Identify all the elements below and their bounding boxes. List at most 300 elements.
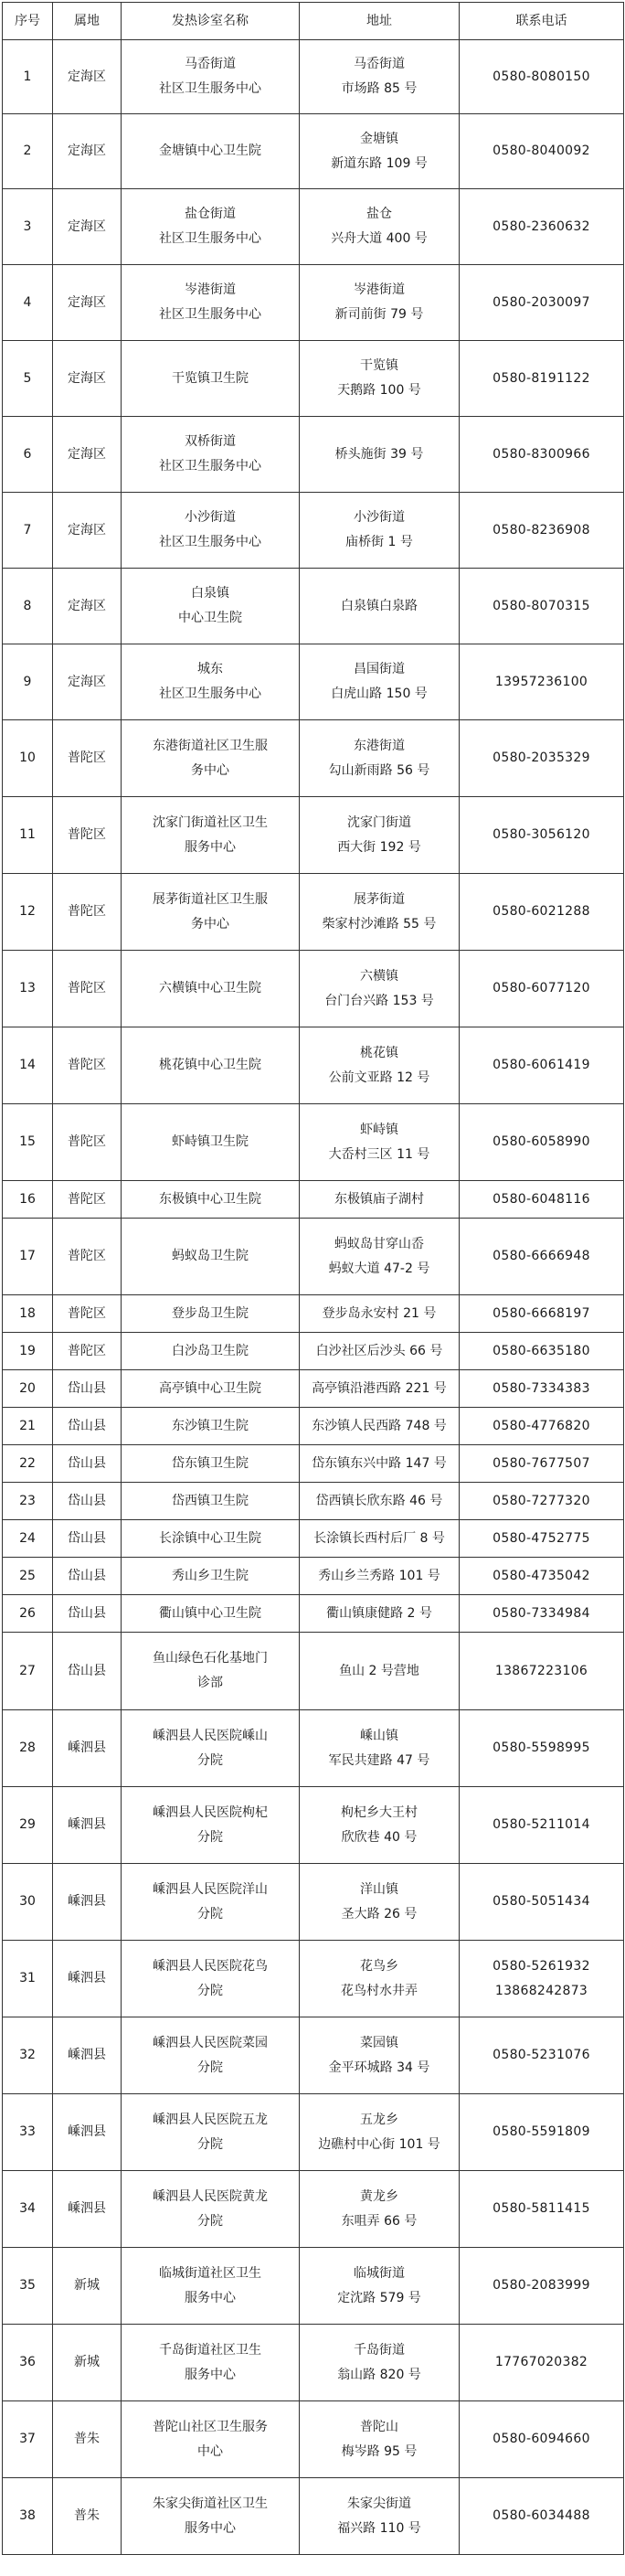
cell-clinic-name-line: 东极镇中心卫生院: [159, 1191, 261, 1207]
cell-phone-line: 0580-5811415: [493, 2201, 590, 2216]
cell-address-line: 东咀弄 66 号: [341, 2213, 418, 2229]
cell-clinic-name: [122, 417, 300, 493]
cell-phone-line: 0580-4776820: [493, 1418, 590, 1433]
cell-area: 普陀区: [53, 1295, 122, 1333]
table-row: [3, 2017, 624, 2094]
cell-clinic-name-line: 社区卫生服务中心: [159, 535, 261, 549]
cell-phone-line: 17767020382: [494, 2355, 588, 2369]
cell-area: 普陀区: [53, 1219, 122, 1295]
cell-phone-line: 0580-5211014: [493, 1817, 590, 1832]
cell-area: 岱山县: [53, 1633, 122, 1710]
cell-seq: 13: [3, 951, 53, 1027]
cell-address-line: 黄龙乡: [360, 2188, 398, 2204]
cell-seq: 37: [3, 2401, 53, 2478]
cell-phone: [460, 569, 624, 644]
cell-clinic-name: [122, 720, 300, 797]
cell-clinic-name-line: 服务中心: [185, 2520, 236, 2536]
cell-clinic-name-line: 分院: [197, 2060, 223, 2075]
cell-clinic-name: [122, 1219, 300, 1295]
cell-address-line: 蚂蚁岛甘穿山岙: [334, 1236, 424, 1251]
cell-clinic-name-line: 嵊泗县人民医院五龙: [153, 2112, 268, 2127]
cell-phone-line: 0580-5231076: [493, 2048, 590, 2062]
table-row: [3, 1370, 624, 1408]
cell-address-line: 昌国街道: [354, 662, 405, 676]
cell-area: 普陀区: [53, 797, 122, 874]
cell-phone: [460, 1787, 624, 1864]
cell-phone: [460, 1333, 624, 1370]
cell-phone-line: 0580-5591809: [493, 2124, 590, 2139]
cell-address: [300, 341, 460, 417]
cell-area: 嵊泗县: [53, 2017, 122, 2094]
cell-address: [300, 1595, 460, 1633]
cell-phone-line: 0580-5261932: [493, 1958, 590, 1974]
cell-address-line: 白虎山路 150 号: [331, 687, 428, 701]
cell-address: [300, 2248, 460, 2325]
cell-clinic-name: [122, 1181, 300, 1219]
table-row: [3, 1520, 624, 1558]
table-row: [3, 951, 624, 1027]
cell-address: [300, 189, 460, 265]
cell-area: 定海区: [53, 265, 122, 341]
cell-area: 普朱: [53, 2401, 122, 2478]
cell-seq: 7: [3, 493, 53, 569]
cell-clinic-name: [122, 1941, 300, 2017]
cell-seq: 36: [3, 2325, 53, 2401]
header-seq: 序号: [3, 3, 53, 40]
cell-phone: [460, 1483, 624, 1520]
cell-clinic-name-line: 嵊泗县人民医院菜园: [153, 2035, 268, 2050]
cell-address-line: 六横镇: [360, 968, 398, 984]
cell-address-line: 洋山镇: [360, 1881, 398, 1897]
table-row: [3, 2171, 624, 2248]
table-row: [3, 114, 624, 189]
cell-area: 普陀区: [53, 951, 122, 1027]
header-area: 属地: [53, 3, 122, 40]
cell-address: [300, 1181, 460, 1219]
cell-clinic-name: [122, 1104, 300, 1181]
cell-address-line: 欣欣巷 40 号: [341, 1829, 418, 1845]
cell-seq: 18: [3, 1295, 53, 1333]
table-row: [3, 1483, 624, 1520]
cell-address-line: 岱西镇长欣东路 46 号: [315, 1493, 443, 1508]
cell-seq: 29: [3, 1787, 53, 1864]
cell-phone-line: 0580-8300966: [493, 446, 590, 462]
cell-address-line: 市场路 85 号: [341, 81, 418, 96]
cell-phone-line: 0580-2083999: [493, 2278, 590, 2293]
cell-address: [300, 2094, 460, 2171]
table-row: [3, 1027, 624, 1104]
cell-address-line: 鱼山 2 号营地: [339, 1663, 419, 1678]
cell-clinic-name: [122, 1445, 300, 1483]
cell-clinic-name: [122, 1710, 300, 1787]
cell-seq: 23: [3, 1483, 53, 1520]
cell-phone: [460, 40, 624, 114]
cell-phone: [460, 1941, 624, 2017]
cell-address: [300, 1104, 460, 1181]
cell-clinic-name: [122, 341, 300, 417]
cell-seq: 6: [3, 417, 53, 493]
cell-area: 定海区: [53, 114, 122, 189]
cell-seq: 16: [3, 1181, 53, 1219]
cell-phone-line: 0580-6077120: [493, 981, 590, 995]
cell-address-line: 桃花镇: [360, 1045, 398, 1060]
cell-phone-line: 0580-8236908: [493, 522, 590, 538]
table-row: [3, 797, 624, 874]
cell-clinic-name-line: 分院: [197, 2213, 223, 2229]
header-clinic-name: 发热诊室名称: [122, 3, 300, 40]
cell-address-line: 嵊山镇: [360, 1728, 398, 1743]
cell-phone: [460, 2171, 624, 2248]
cell-address: [300, 265, 460, 341]
cell-clinic-name: [122, 40, 300, 114]
cell-clinic-name: [122, 1370, 300, 1408]
cell-seq: 20: [3, 1370, 53, 1408]
cell-phone-line: 0580-6635180: [493, 1343, 590, 1358]
cell-seq: 38: [3, 2478, 53, 2555]
cell-phone-line: 13957236100: [494, 674, 588, 689]
cell-clinic-name-line: 服务中心: [185, 2290, 236, 2305]
cell-address-line: 新司前街 79 号: [334, 307, 424, 322]
cell-clinic-name: [122, 1633, 300, 1710]
cell-phone-line: 0580-5051434: [493, 1894, 590, 1909]
cell-address: [300, 1864, 460, 1941]
cell-area: 嵊泗县: [53, 1941, 122, 2017]
cell-clinic-name: [122, 2325, 300, 2401]
cell-phone-line: 0580-6034488: [493, 2508, 590, 2523]
cell-area: 嵊泗县: [53, 2171, 122, 2248]
cell-area: 定海区: [53, 341, 122, 417]
cell-clinic-name: [122, 569, 300, 644]
table-row: [3, 569, 624, 644]
cell-phone: [460, 265, 624, 341]
cell-clinic-name: [122, 1520, 300, 1558]
cell-clinic-name-line: 中心卫生院: [178, 611, 242, 625]
cell-clinic-name-line: 千岛街道社区卫生: [159, 2342, 261, 2358]
cell-phone: [460, 1104, 624, 1181]
table-row: [3, 1104, 624, 1181]
cell-clinic-name-line: 社区卫生服务中心: [159, 231, 261, 246]
cell-address-line: 西大街 192 号: [337, 839, 421, 855]
cell-address-line: 高亭镇沿港西路 221 号: [312, 1380, 447, 1396]
cell-seq: 24: [3, 1520, 53, 1558]
cell-clinic-name: [122, 2094, 300, 2171]
cell-address: [300, 493, 460, 569]
cell-clinic-name-line: 马岙街道: [185, 57, 236, 71]
table-row: [3, 341, 624, 417]
cell-area: 定海区: [53, 644, 122, 720]
cell-address: [300, 2401, 460, 2478]
cell-seq: 3: [3, 189, 53, 265]
cell-clinic-name-line: 嵊泗县人民医院黄龙: [153, 2188, 268, 2204]
cell-clinic-name: [122, 797, 300, 874]
cell-address-line: 兴舟大道 400 号: [331, 231, 428, 246]
cell-clinic-name: [122, 2478, 300, 2555]
cell-phone: [460, 874, 624, 951]
cell-clinic-name-line: 东沙镇卫生院: [172, 1418, 249, 1433]
cell-phone: [460, 493, 624, 569]
cell-address-line: 勾山新雨路 56 号: [328, 762, 430, 778]
cell-phone-line: 0580-6666948: [493, 1249, 590, 1263]
cell-clinic-name-line: 朱家尖街道社区卫生: [153, 2496, 268, 2511]
cell-clinic-name-line: 分院: [197, 1906, 223, 1921]
table-header: [3, 3, 624, 40]
cell-clinic-name-line: 诊部: [197, 1676, 223, 1690]
cell-seq: 28: [3, 1710, 53, 1787]
cell-address-line: 展茅街道: [354, 891, 405, 907]
cell-phone-line: 0580-5598995: [493, 1740, 590, 1755]
cell-address: [300, 1027, 460, 1104]
cell-address-line: 五龙乡: [360, 2112, 398, 2127]
cell-address-line: 圣大路 26 号: [341, 1906, 418, 1921]
cell-seq: 2: [3, 114, 53, 189]
cell-address-line: 花鸟乡: [360, 1958, 398, 1974]
cell-clinic-name-line: 虾峙镇卫生院: [172, 1134, 249, 1149]
cell-clinic-name-line: 白沙岛卫生院: [172, 1343, 249, 1358]
cell-clinic-name-line: 秀山乡卫生院: [172, 1568, 249, 1583]
cell-address-line: 庙桥街 1 号: [345, 535, 413, 549]
cell-seq: 30: [3, 1864, 53, 1941]
table-row: [3, 493, 624, 569]
cell-phone-line: 0580-6094660: [493, 2432, 590, 2446]
cell-phone: [460, 114, 624, 189]
cell-seq: 4: [3, 265, 53, 341]
cell-seq: 31: [3, 1941, 53, 2017]
cell-area: 嵊泗县: [53, 2094, 122, 2171]
cell-clinic-name-line: 金塘镇中心卫生院: [159, 144, 261, 158]
cell-clinic-name-line: 临城街道社区卫生: [159, 2265, 261, 2281]
table-row: [3, 1710, 624, 1787]
cell-clinic-name: [122, 874, 300, 951]
cell-clinic-name-line: 岱东镇卫生院: [172, 1455, 249, 1471]
cell-address-line: 东港街道: [354, 738, 405, 753]
cell-phone-line: 0580-7677507: [493, 1455, 590, 1471]
cell-address-line: 金平环城路 34 号: [328, 2060, 430, 2075]
cell-address: [300, 1333, 460, 1370]
cell-phone: [460, 1408, 624, 1445]
table-row: [3, 265, 624, 341]
table-row: [3, 1181, 624, 1219]
cell-clinic-name-line: 盐仓街道: [185, 207, 236, 221]
cell-address-line: 秀山乡兰秀路 101 号: [318, 1568, 440, 1583]
cell-address: [300, 40, 460, 114]
cell-phone-line: 0580-6021288: [493, 904, 590, 919]
cell-phone: [460, 644, 624, 720]
cell-address: [300, 569, 460, 644]
cell-phone: [460, 1864, 624, 1941]
cell-clinic-name: [122, 189, 300, 265]
cell-phone: [460, 2248, 624, 2325]
cell-phone-line: 0580-2035329: [493, 750, 590, 765]
cell-phone: [460, 1219, 624, 1295]
table-row: [3, 720, 624, 797]
cell-clinic-name-line: 衢山镇中心卫生院: [159, 1605, 261, 1621]
cell-address: [300, 874, 460, 951]
table-row: [3, 1595, 624, 1633]
cell-address-line: 千岛街道: [354, 2342, 405, 2358]
cell-address-line: 干览镇: [360, 358, 398, 373]
cell-address-line: 军民共建路 47 号: [328, 1752, 430, 1768]
cell-phone: [460, 2094, 624, 2171]
cell-phone-line: 0580-6048116: [493, 1191, 590, 1207]
cell-clinic-name-line: 社区卫生服务中心: [159, 687, 261, 701]
cell-clinic-name-line: 分院: [197, 2136, 223, 2152]
cell-clinic-name-line: 分院: [197, 1983, 223, 1998]
cell-area: 岱山县: [53, 1370, 122, 1408]
cell-area: 新城: [53, 2248, 122, 2325]
cell-address: [300, 1633, 460, 1710]
cell-area: 岱山县: [53, 1520, 122, 1558]
cell-address-line: 天鹅路 100 号: [337, 383, 421, 398]
cell-phone: [460, 2478, 624, 2555]
cell-clinic-name-line: 长涂镇中心卫生院: [159, 1530, 261, 1546]
cell-clinic-name-line: 嵊泗县人民医院枸杞: [153, 1804, 268, 1820]
cell-address-line: 金塘镇: [360, 131, 398, 146]
cell-clinic-name-line: 东港街道社区卫生服: [153, 738, 268, 753]
cell-address: [300, 2171, 460, 2248]
table-row: [3, 417, 624, 493]
cell-phone: [460, 1595, 624, 1633]
table-row: [3, 2325, 624, 2401]
cell-phone: [460, 1445, 624, 1483]
cell-clinic-name: [122, 114, 300, 189]
cell-address: [300, 951, 460, 1027]
cell-clinic-name: [122, 493, 300, 569]
cell-seq: 22: [3, 1445, 53, 1483]
cell-clinic-name: [122, 1483, 300, 1520]
table-row: [3, 1558, 624, 1595]
cell-address: [300, 2017, 460, 2094]
cell-address-line: 朱家尖街道: [347, 2496, 411, 2511]
cell-clinic-name: [122, 1787, 300, 1864]
cell-seq: 26: [3, 1595, 53, 1633]
table-row: [3, 1864, 624, 1941]
table-row: [3, 644, 624, 720]
cell-clinic-name-line: 社区卫生服务中心: [159, 81, 261, 96]
cell-phone: [460, 1710, 624, 1787]
cell-clinic-name-line: 中心: [197, 2443, 223, 2459]
cell-seq: 8: [3, 569, 53, 644]
cell-area: 定海区: [53, 417, 122, 493]
cell-address-line: 东沙镇人民西路 748 号: [312, 1418, 447, 1433]
cell-seq: 17: [3, 1219, 53, 1295]
cell-clinic-name-line: 白泉镇: [191, 586, 229, 601]
cell-clinic-name-line: 六横镇中心卫生院: [159, 981, 261, 995]
cell-clinic-name-line: 务中心: [191, 762, 229, 778]
table-row: [3, 40, 624, 114]
cell-phone-line: 0580-7334383: [493, 1380, 590, 1396]
cell-address-line: 翁山路 820 号: [337, 2367, 421, 2382]
cell-clinic-name: [122, 2401, 300, 2478]
table-row: [3, 2248, 624, 2325]
cell-phone: [460, 1520, 624, 1558]
cell-phone-line: 0580-8040092: [493, 144, 590, 158]
cell-phone-line: 13868242873: [494, 1983, 588, 1998]
cell-area: 普朱: [53, 2478, 122, 2555]
cell-area: 普陀区: [53, 1333, 122, 1370]
cell-phone: [460, 1370, 624, 1408]
cell-seq: 32: [3, 2017, 53, 2094]
cell-phone-line: 0580-6668197: [493, 1305, 590, 1321]
table-row: [3, 189, 624, 265]
cell-address-line: 衢山镇康健路 2 号: [326, 1605, 432, 1621]
cell-address-line: 长涂镇长西村后厂 8 号: [313, 1530, 445, 1546]
cell-phone-line: 0580-8080150: [493, 69, 590, 84]
cell-clinic-name-line: 社区卫生服务中心: [159, 307, 261, 322]
cell-clinic-name-line: 沈家门街道社区卫生: [153, 814, 268, 830]
cell-address: [300, 2325, 460, 2401]
cell-phone-line: 0580-4735042: [493, 1568, 590, 1583]
cell-seq: 14: [3, 1027, 53, 1104]
cell-phone: [460, 797, 624, 874]
cell-address-line: 东极镇庙子湖村: [334, 1191, 424, 1207]
cell-clinic-name-line: 嵊泗县人民医院嵊山: [153, 1728, 268, 1743]
cell-address: [300, 1445, 460, 1483]
cell-phone-line: 13867223106: [494, 1663, 588, 1678]
cell-address-line: 蚂蚁大道 47-2 号: [328, 1261, 430, 1276]
cell-area: 定海区: [53, 40, 122, 114]
cell-phone: [460, 1633, 624, 1710]
cell-phone-line: 0580-3056120: [493, 827, 590, 842]
cell-clinic-name: [122, 2017, 300, 2094]
cell-area: 岱山县: [53, 1408, 122, 1445]
cell-clinic-name: [122, 2171, 300, 2248]
cell-area: 岱山县: [53, 1595, 122, 1633]
cell-area: 普陀区: [53, 1027, 122, 1104]
table-row: [3, 1941, 624, 2017]
cell-address: [300, 1408, 460, 1445]
cell-clinic-name: [122, 1864, 300, 1941]
cell-seq: 9: [3, 644, 53, 720]
cell-phone-line: 0580-2030097: [493, 294, 590, 310]
table-row: [3, 2401, 624, 2478]
cell-clinic-name-line: 城东: [197, 662, 223, 676]
cell-area: 普陀区: [53, 720, 122, 797]
cell-address-line: 柴家村沙滩路 55 号: [322, 916, 437, 931]
cell-seq: 5: [3, 341, 53, 417]
cell-phone: [460, 417, 624, 493]
table-body: [3, 40, 624, 2555]
cell-phone: [460, 1558, 624, 1595]
cell-clinic-name-line: 鱼山绿色石化基地门: [153, 1651, 268, 1666]
cell-clinic-name-line: 分院: [197, 1829, 223, 1845]
table-row: [3, 1333, 624, 1370]
cell-address: [300, 1295, 460, 1333]
cell-clinic-name: [122, 265, 300, 341]
cell-clinic-name: [122, 1558, 300, 1595]
cell-phone: [460, 1295, 624, 1333]
cell-seq: 21: [3, 1408, 53, 1445]
cell-clinic-name: [122, 1333, 300, 1370]
cell-area: 岱山县: [53, 1483, 122, 1520]
cell-phone: [460, 189, 624, 265]
cell-phone: [460, 951, 624, 1027]
cell-address-line: 边礁村中心街 101 号: [318, 2136, 440, 2152]
cell-phone: [460, 2017, 624, 2094]
table-row: [3, 1787, 624, 1864]
cell-clinic-name-line: 登步岛卫生院: [172, 1305, 249, 1321]
cell-clinic-name-line: 岑港街道: [185, 282, 236, 297]
cell-address: [300, 2478, 460, 2555]
cell-phone-line: 0580-7277320: [493, 1493, 590, 1508]
cell-seq: 34: [3, 2171, 53, 2248]
cell-clinic-name-line: 干览镇卫生院: [172, 370, 249, 386]
cell-phone-line: 0580-6061419: [493, 1058, 590, 1072]
cell-clinic-name-line: 展茅街道社区卫生服: [153, 891, 268, 907]
cell-clinic-name-line: 社区卫生服务中心: [159, 459, 261, 474]
cell-clinic-name-line: 岱西镇卫生院: [172, 1493, 249, 1508]
cell-clinic-name: [122, 644, 300, 720]
cell-clinic-name: [122, 1027, 300, 1104]
